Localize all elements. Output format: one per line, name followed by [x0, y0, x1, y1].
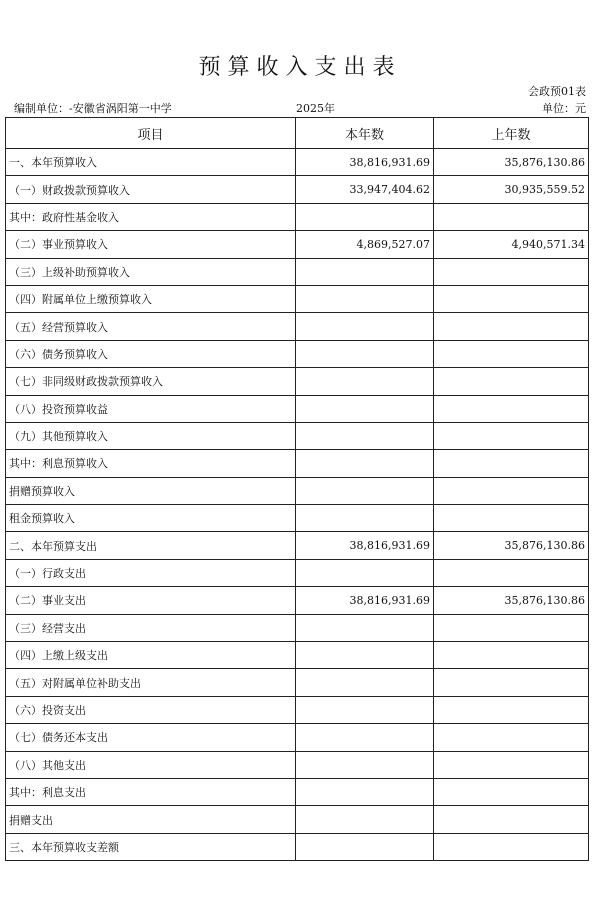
table-row: [6, 395, 589, 422]
row-previous-value: [434, 833, 589, 860]
row-label: （七）非同级财政拨款预算收入: [6, 368, 296, 395]
row-label: 租金预算收入: [6, 505, 296, 532]
row-previous-value: [434, 203, 589, 230]
form-code: 会政预01表: [528, 85, 586, 98]
row-label: 捐赠预算收入: [6, 477, 296, 504]
row-label: （四）上缴上级支出: [6, 642, 296, 669]
row-label: （五）对附属单位补助支出: [6, 669, 296, 696]
row-current-value: [296, 203, 434, 230]
row-label: （八）投资预算收益: [6, 395, 296, 422]
row-current-value: [296, 340, 434, 367]
row-previous-value: [434, 258, 589, 285]
row-previous-value: [434, 285, 589, 312]
table-row: [6, 477, 589, 504]
row-previous-value: [434, 313, 589, 340]
row-previous-value: [434, 696, 589, 723]
table-row: [6, 422, 589, 449]
row-current-value: [296, 751, 434, 778]
row-previous-value: [434, 806, 589, 833]
row-previous-value: [434, 614, 589, 641]
org-label: 编制单位：-安徽省涡阳第一中学: [14, 102, 172, 115]
row-current-value: [296, 696, 434, 723]
row-label: （八）其他支出: [6, 751, 296, 778]
table-row: [6, 285, 589, 312]
row-previous-value: [434, 340, 589, 367]
table-row: [6, 724, 589, 751]
table-row: [6, 313, 589, 340]
row-previous-value: [434, 669, 589, 696]
row-label: 一、本年预算收入: [6, 149, 296, 176]
table-row: [6, 340, 589, 367]
row-label: （一）财政拨款预算收入: [6, 176, 296, 203]
row-previous-value: [434, 724, 589, 751]
row-current-value: 38,816,931.69: [296, 532, 434, 559]
table-row: [6, 587, 589, 614]
header-previous-year: 上年数: [434, 118, 589, 149]
row-label: （六）投资支出: [6, 696, 296, 723]
table-row: [6, 696, 589, 723]
row-current-value: 33,947,404.62: [296, 176, 434, 203]
row-label: （六）债务预算收入: [6, 340, 296, 367]
table-row: [6, 258, 589, 285]
report-meta: [0, 100, 600, 116]
row-current-value: [296, 368, 434, 395]
row-label: （三）经营支出: [6, 614, 296, 641]
table-row: [6, 176, 589, 203]
row-current-value: [296, 614, 434, 641]
unit-label: 单位：元: [542, 102, 586, 115]
row-label: 捐赠支出: [6, 806, 296, 833]
row-previous-value: [434, 395, 589, 422]
table-row: [6, 642, 589, 669]
row-current-value: [296, 724, 434, 751]
row-previous-value: [434, 368, 589, 395]
row-previous-value: [434, 778, 589, 805]
table-row: [6, 532, 589, 559]
header-item: 项目: [6, 118, 296, 149]
row-label: （三）上级补助预算收入: [6, 258, 296, 285]
row-previous-value: [434, 559, 589, 586]
table-row: [6, 231, 589, 258]
row-previous-value: 4,940,571.34: [434, 231, 589, 258]
row-current-value: [296, 395, 434, 422]
row-previous-value: [434, 422, 589, 449]
table-row: [6, 149, 589, 176]
report-title: 预算收入支出表: [198, 55, 402, 80]
row-previous-value: [434, 477, 589, 504]
row-previous-value: 35,876,130.86: [434, 587, 589, 614]
row-previous-value: [434, 751, 589, 778]
row-current-value: [296, 833, 434, 860]
table-row: [6, 751, 589, 778]
row-current-value: 38,816,931.69: [296, 149, 434, 176]
row-previous-value: [434, 450, 589, 477]
row-previous-value: [434, 505, 589, 532]
table-row: [6, 368, 589, 395]
row-label: （二）事业支出: [6, 587, 296, 614]
row-current-value: [296, 313, 434, 340]
row-previous-value: 35,876,130.86: [434, 149, 589, 176]
row-previous-value: 30,935,559.52: [434, 176, 589, 203]
row-current-value: [296, 450, 434, 477]
row-current-value: [296, 642, 434, 669]
table-row: [6, 450, 589, 477]
table-row: [6, 778, 589, 805]
table-row: [6, 559, 589, 586]
row-current-value: [296, 422, 434, 449]
row-previous-value: 35,876,130.86: [434, 532, 589, 559]
row-label: （二）事业预算收入: [6, 231, 296, 258]
table-row: [6, 505, 589, 532]
row-current-value: [296, 806, 434, 833]
budget-table: [5, 117, 589, 861]
row-current-value: [296, 477, 434, 504]
row-label: 其中：利息支出: [6, 778, 296, 805]
row-current-value: 38,816,931.69: [296, 587, 434, 614]
row-current-value: 4,869,527.07: [296, 231, 434, 258]
row-label: （五）经营预算收入: [6, 313, 296, 340]
table-row: [6, 203, 589, 230]
report-year: 2025年: [296, 102, 335, 115]
row-label: 二、本年预算支出: [6, 532, 296, 559]
row-previous-value: [434, 642, 589, 669]
row-current-value: [296, 258, 434, 285]
row-current-value: [296, 559, 434, 586]
row-label: 其中：政府性基金收入: [6, 203, 296, 230]
table-row: [6, 806, 589, 833]
table-row: [6, 614, 589, 641]
row-current-value: [296, 778, 434, 805]
row-current-value: [296, 505, 434, 532]
table-header-row: [6, 118, 589, 149]
header-current-year: 本年数: [296, 118, 434, 149]
row-label: 其中：利息预算收入: [6, 450, 296, 477]
table-row: [6, 833, 589, 860]
row-label: （九）其他预算收入: [6, 422, 296, 449]
row-label: （一）行政支出: [6, 559, 296, 586]
row-label: （四）附属单位上缴预算收入: [6, 285, 296, 312]
table-row: [6, 669, 589, 696]
row-label: 三、本年预算收支差额: [6, 833, 296, 860]
row-current-value: [296, 669, 434, 696]
row-current-value: [296, 285, 434, 312]
row-label: （七）债务还本支出: [6, 724, 296, 751]
